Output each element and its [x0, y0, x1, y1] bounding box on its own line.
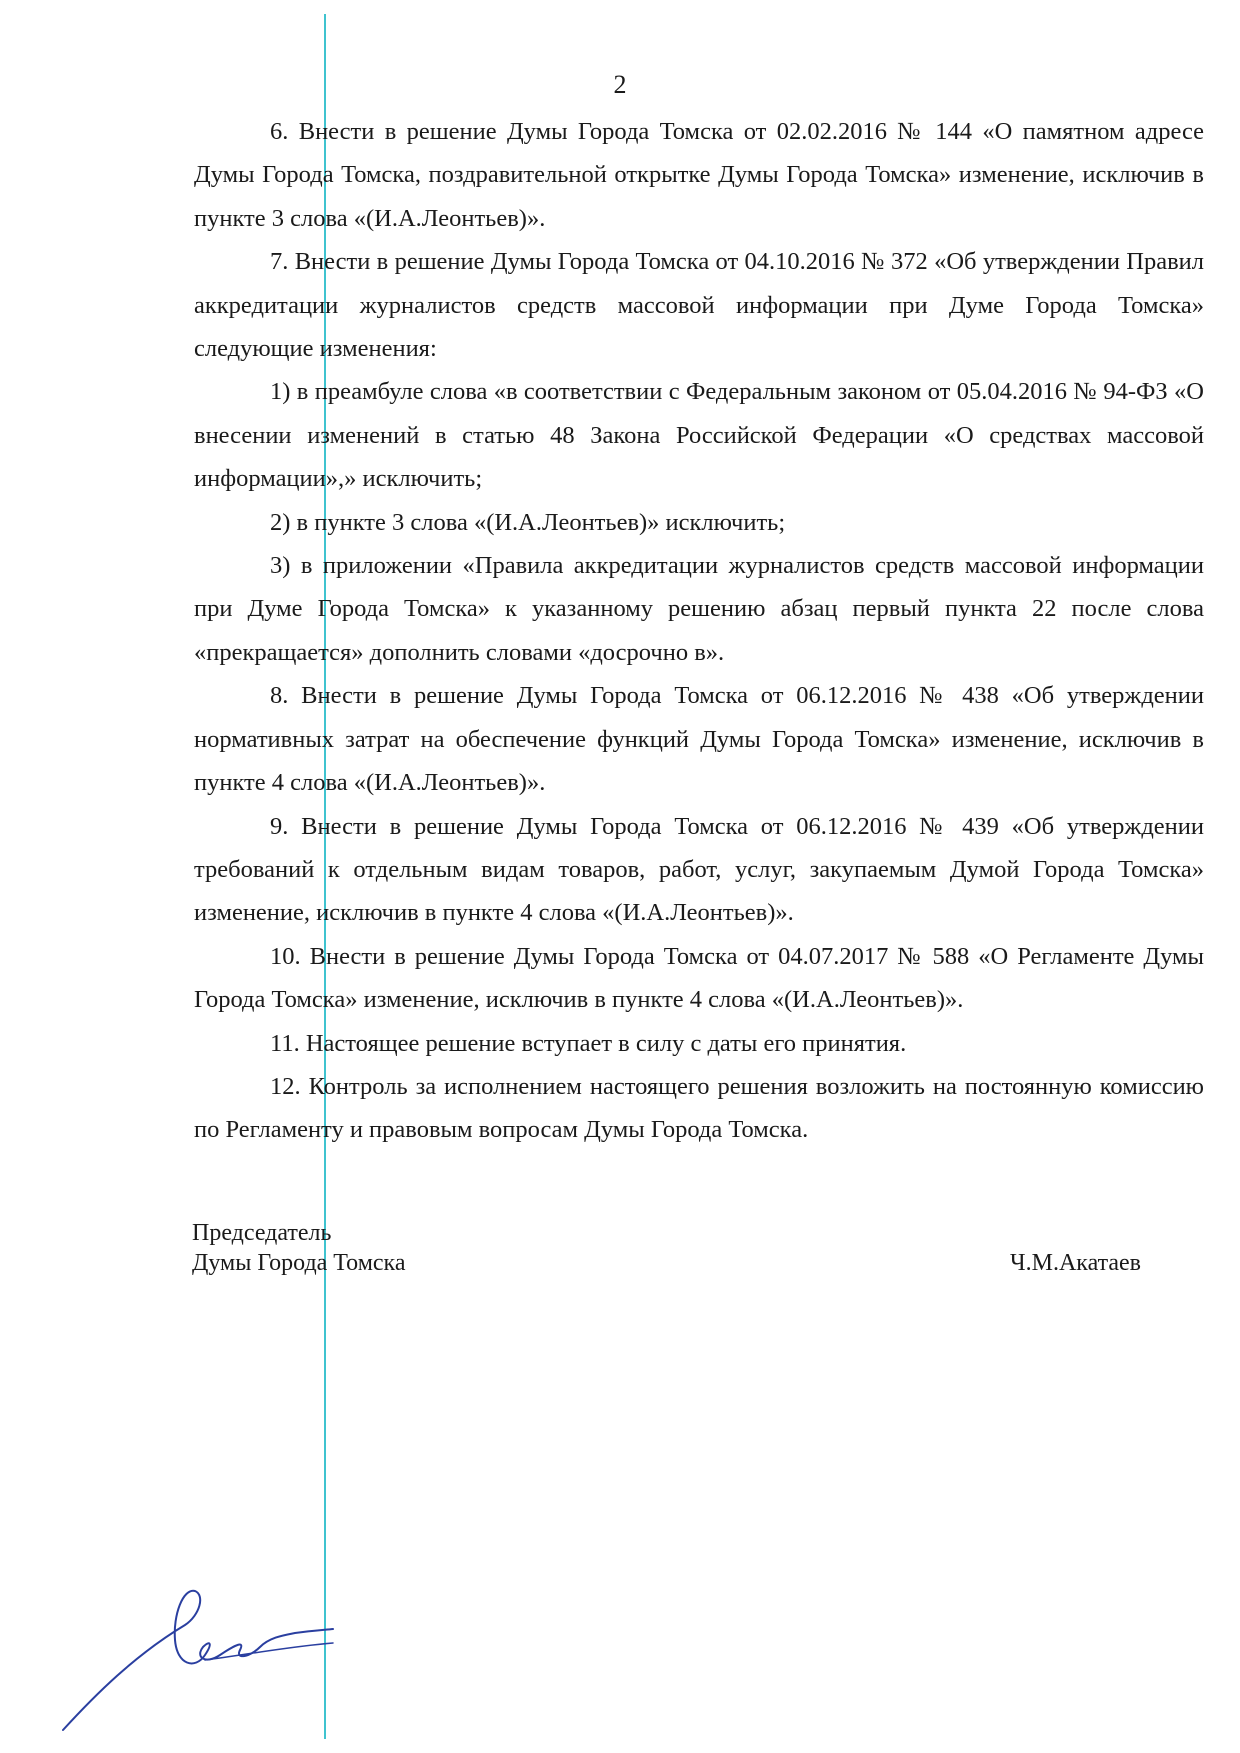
paragraph-10: 10. Внести в решение Думы Города Томска от 04.07.2017 № 588 «О Регламенте Думы Города Томска» изменение, исключив в пункте 4 слова «(И.А.Леонтьев)». [194, 942, 1204, 1014]
paragraph-7-subitem-3: 3) в приложении «Правила аккредитации журналистов средств массовой информации при Думе Города Томска» к указанному решению абзац первый пункта 22 после слова «прекращается» дополнить словами «досрочно в». [194, 552, 1204, 666]
paragraph-6: 6. Внести в решение Думы Города Томска от 02.02.2016 № 144 «О памятном адресе Думы Города Томска, поздравительной открытке Думы Города Томска» изменение, исключив в пункте 3 слова «(И.А.Леонтьев)». [194, 118, 1204, 232]
page-number: 2 [613, 70, 627, 99]
paragraph-7-subitem-2: 2) в пункте 3 слова «(И.А.Леонтьев)» исключить; [270, 508, 786, 536]
paragraph-9: 9. Внести в решение Думы Города Томска от 06.12.2016 № 439 «Об утверждении требований к отдельным видам товаров, работ, услуг, закупаемым Думой Города Томска» изменение, исключив в пункте 4 слова «(И.А.Леонтьев)». [194, 812, 1204, 927]
paragraph-8: 8. Внести в решение Думы Города Томска от 06.12.2016 № 438 «Об утверждении нормативных затрат на обеспечение функций Думы Города Томска» изменение, исключив в пункте 4 слова «(И.А.Леонтьев)». [194, 682, 1204, 797]
paragraph-12: 12. Контроль за исполнением настоящего решения возложить на постоянную комиссию по Регламенту и правовым вопросам Думы Города Томска. [194, 1072, 1204, 1144]
signatory-title-line-1: Председатель [192, 1220, 332, 1246]
signatory-name: Ч.М.Акатаев [1010, 1250, 1142, 1276]
paragraph-7-subitem-1: 1) в преамбуле слова «в соответствии с Федеральным законом от 05.04.2016 № 94-ФЗ «О внесении изменений в статью 48 Закона Российской Федерации «О средствах массовой информации»,» исключить; [194, 378, 1204, 493]
paragraph-7: 7. Внести в решение Думы Города Томска от 04.10.2016 № 372 «Об утверждении Правил аккредитации журналистов средств массовой информации при Думе Города Томска» следующие изменения: [194, 248, 1204, 363]
signatory-title [192, 1218, 406, 1278]
document-body [194, 110, 1204, 1152]
signature-stroke [63, 1591, 333, 1730]
handwritten-signature [55, 1585, 335, 1735]
signatory-title-line-2: Думы Города Томска [192, 1250, 406, 1276]
paragraph-11: 11. Настоящее решение вступает в силу с даты его принятия. [270, 1029, 907, 1057]
